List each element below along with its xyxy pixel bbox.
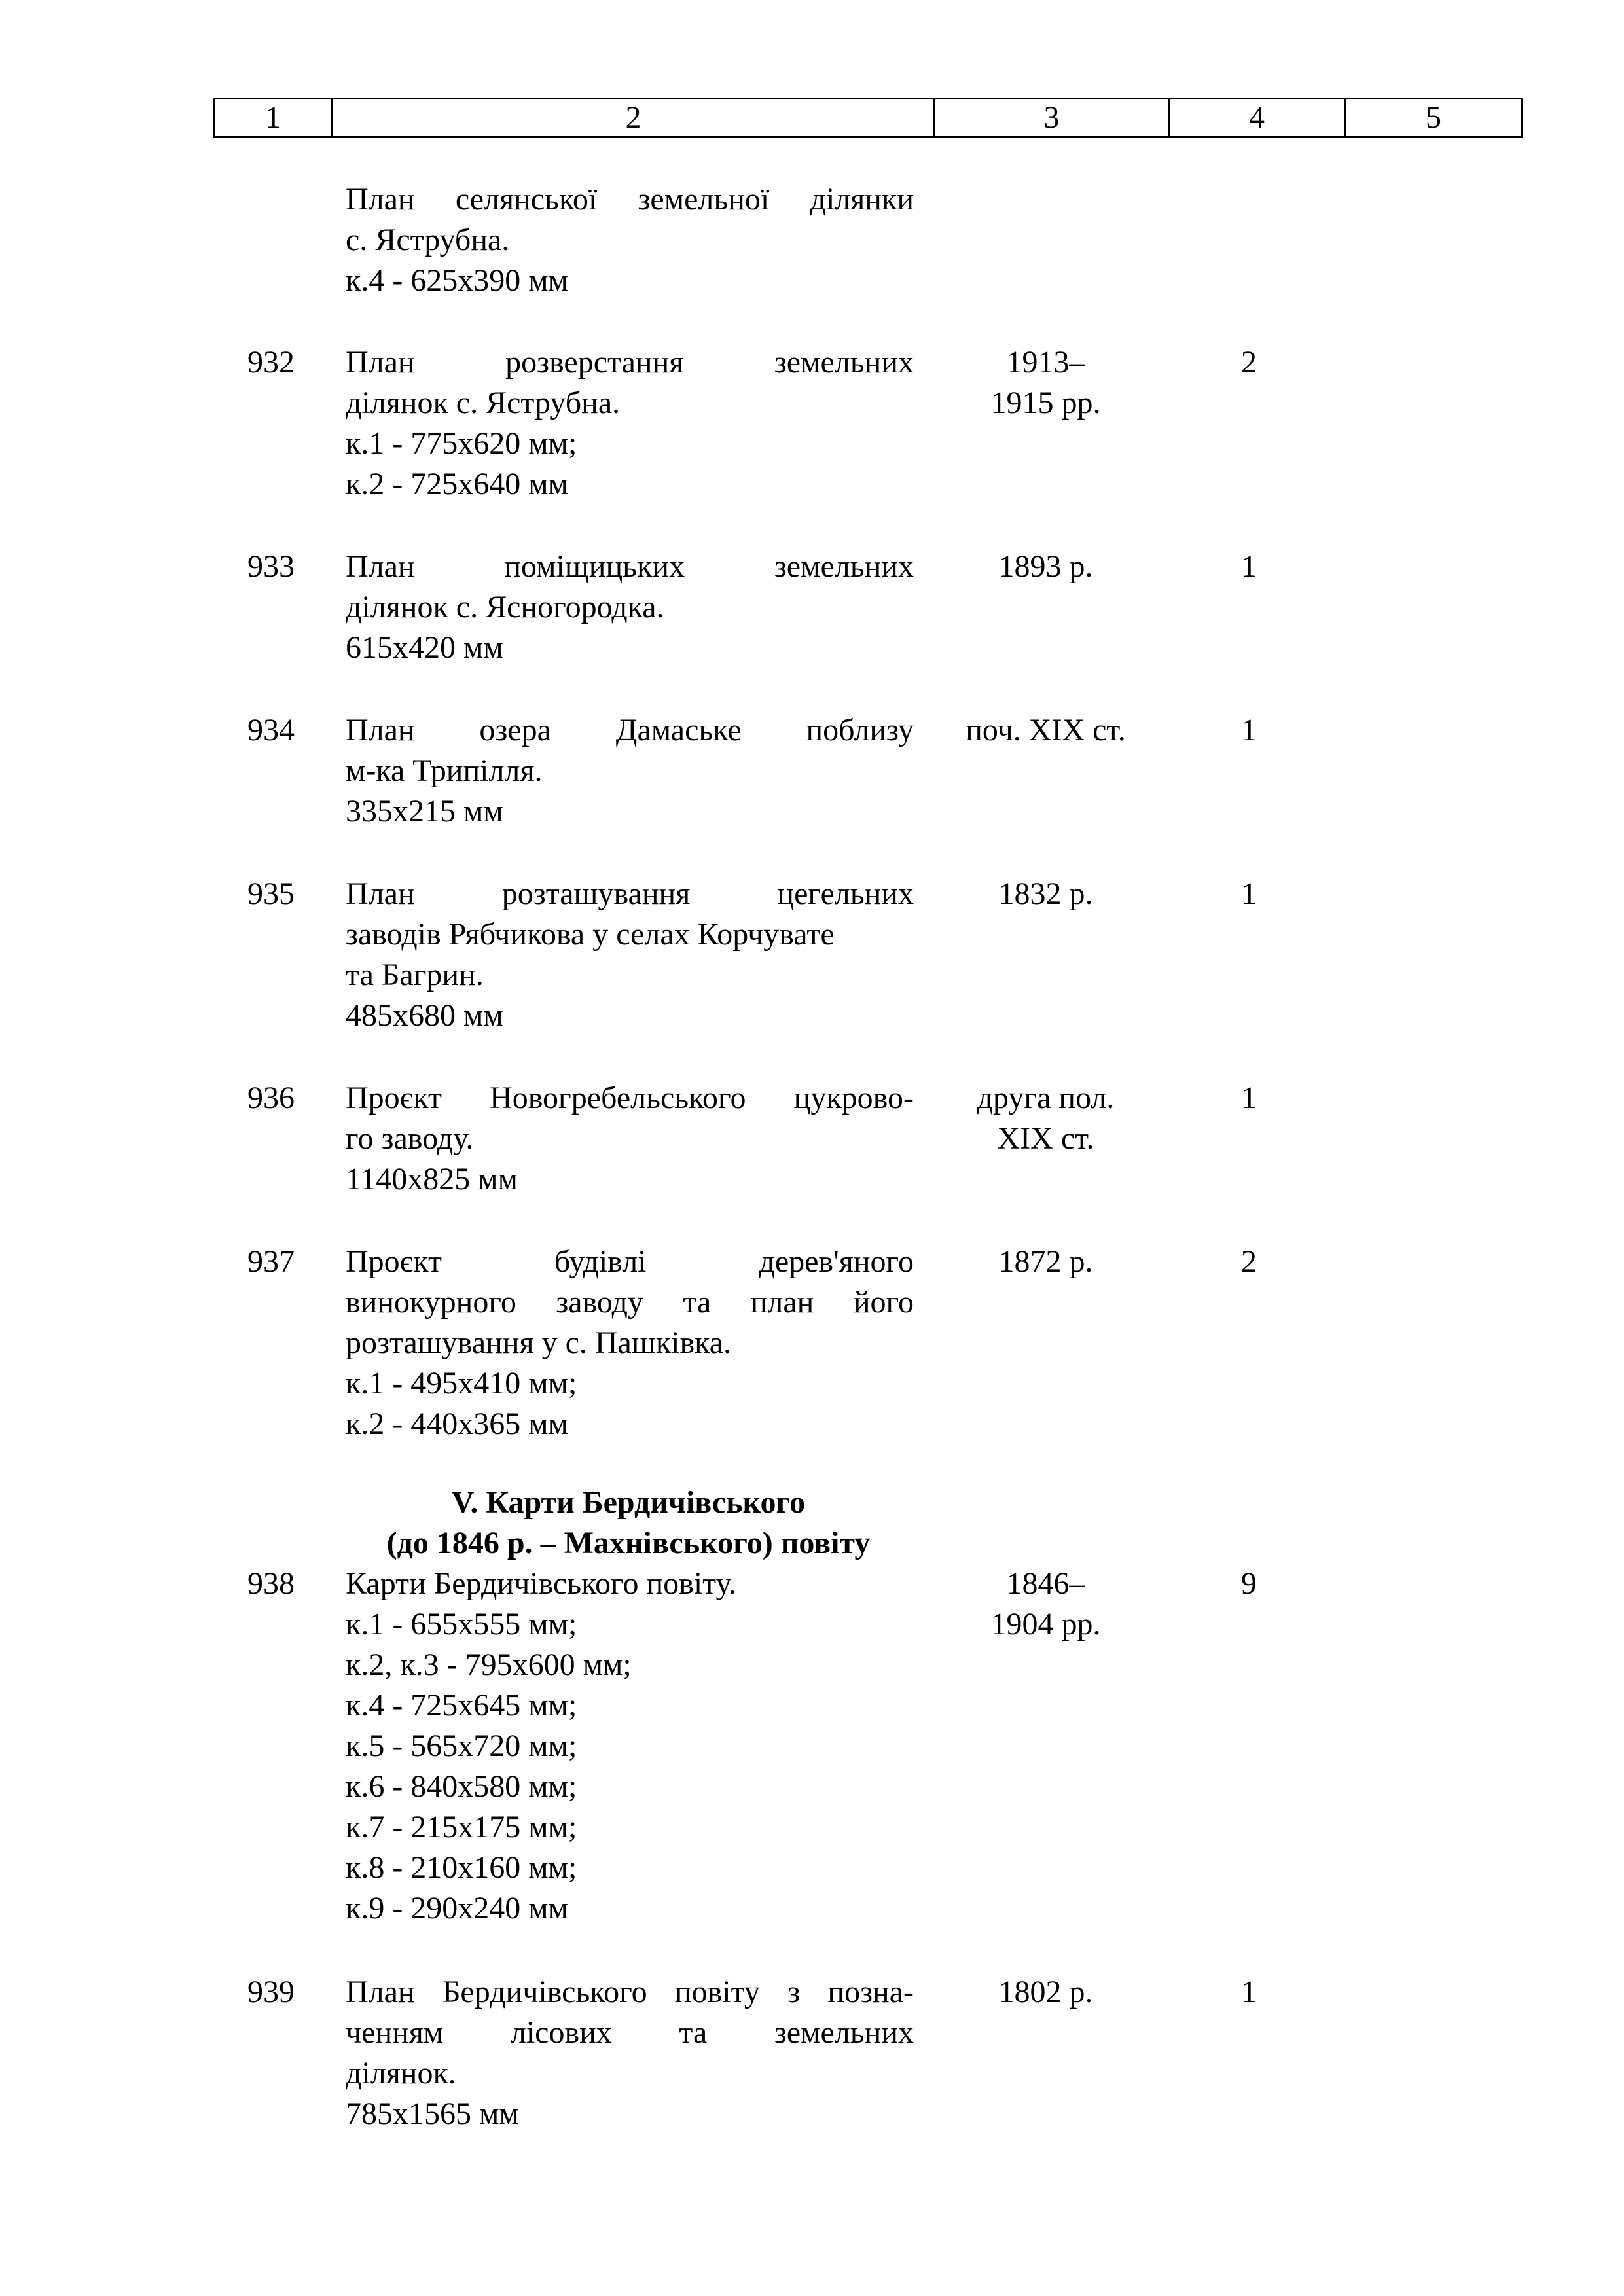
section-title-line-2: (до 1846 р. – Махнівського) повіту — [386, 1526, 871, 1560]
entry-number: 937 — [247, 1244, 295, 1279]
description-line: 485х680 мм — [346, 998, 503, 1033]
description-line: Проєкт будівлі дерев'яного — [346, 1244, 914, 1279]
entry-description — [346, 1242, 914, 1444]
date-line: 1872 р. — [998, 1244, 1093, 1279]
description-line: 335х215 мм — [346, 794, 503, 829]
date-line: 1893 р. — [998, 549, 1093, 584]
date-line: друга пол. — [977, 1081, 1115, 1115]
description-line: к.2 - 440х365 мм — [346, 1407, 569, 1441]
entry-quantity: 2 — [1241, 1244, 1257, 1279]
description-line: План Бердичівського повіту з позна- — [346, 1975, 914, 2009]
date-line: 1913– — [1006, 345, 1085, 380]
date-line: 1904 рр. — [990, 1607, 1101, 1641]
date-line: ХІХ ст. — [997, 1121, 1094, 1156]
description-line: к.1 - 495х410 мм; — [346, 1366, 577, 1401]
description-line: План поміщицьких земельних — [346, 549, 914, 584]
entry-date — [929, 342, 1162, 423]
entry-date — [929, 1564, 1162, 1645]
column-header-5: 5 — [1345, 99, 1523, 137]
entry-number: 939 — [247, 1975, 295, 2009]
description-line: 785х1565 мм — [346, 2096, 519, 2131]
description-line: к.5 - 565х720 мм; — [346, 1729, 577, 1763]
entry-description — [346, 547, 914, 668]
column-header-2: 2 — [333, 99, 935, 137]
description-line: розташування у с. Пашківка. — [346, 1325, 732, 1360]
description-line: к.2, к.3 - 795х600 мм; — [346, 1647, 632, 1682]
description-line: к.9 - 290х240 мм — [346, 1891, 569, 1926]
section-title-line-1: V. Карти Бердичівського — [451, 1485, 806, 1520]
entry-description — [346, 342, 914, 505]
entry-date — [929, 874, 1162, 914]
entry-number: 938 — [247, 1566, 295, 1601]
entry-quantity: 1 — [1241, 1081, 1257, 1115]
entry-number: 932 — [247, 345, 295, 380]
entry-description — [346, 1972, 914, 2134]
description-line: к.8 - 210х160 мм; — [346, 1850, 577, 1885]
entry-date — [929, 1242, 1162, 1282]
description-line: ченням лісових та земельних — [346, 2015, 914, 2050]
date-line: 1832 р. — [998, 876, 1093, 911]
entry-date — [929, 1972, 1162, 2013]
description-line: ділянок с. Ясногородка. — [346, 590, 664, 624]
description-line: к.7 - 215х175 мм; — [346, 1810, 577, 1844]
description-line: го заводу. — [346, 1121, 474, 1156]
description-line: 615х420 мм — [346, 630, 503, 665]
date-line: 1802 р. — [998, 1975, 1093, 2009]
column-header-4: 4 — [1169, 99, 1345, 137]
entry-quantity: 1 — [1241, 1975, 1257, 2009]
description-line: с. Яструбна. — [346, 223, 510, 257]
entry-date — [929, 710, 1162, 751]
entry-number: 934 — [247, 713, 295, 747]
description-line: к.1 - 775х620 мм; — [346, 426, 577, 461]
entry-description — [346, 1078, 914, 1200]
description-line: к.1 - 655х555 мм; — [346, 1607, 577, 1641]
description-line: та Багрин. — [346, 958, 484, 992]
column-header-1: 1 — [214, 99, 333, 137]
entry-description — [346, 179, 914, 301]
description-line: ділянок с. Яструбна. — [346, 386, 621, 420]
description-line: Карти Бердичівського повіту. — [346, 1566, 736, 1601]
entry-quantity: 9 — [1241, 1566, 1257, 1601]
entry-date — [929, 1078, 1162, 1159]
entry-quantity: 1 — [1241, 876, 1257, 911]
date-line: 1846– — [1006, 1566, 1085, 1601]
column-header-table — [213, 98, 1523, 138]
date-line: поч. ХІХ ст. — [965, 713, 1126, 747]
entry-quantity: 1 — [1241, 549, 1257, 584]
date-line: 1915 рр. — [990, 386, 1101, 420]
entry-description — [346, 710, 914, 832]
entry-number: 935 — [247, 876, 295, 911]
entry-quantity: 2 — [1241, 345, 1257, 380]
entry-description — [346, 1564, 914, 1929]
description-line: к.4 - 725х645 мм; — [346, 1688, 577, 1723]
description-line: План озера Дамаське поблизу — [346, 713, 914, 747]
entry-date — [929, 547, 1162, 587]
description-line: винокурного заводу та план його — [346, 1285, 914, 1319]
entry-description — [346, 874, 914, 1036]
entry-number: 933 — [247, 549, 295, 584]
description-line: Проєкт Новогребельського цукрово- — [346, 1081, 914, 1115]
column-header-row — [214, 99, 1523, 137]
description-line: ділянок. — [346, 2056, 456, 2090]
description-line: План розташування цегельних — [346, 876, 914, 911]
description-line: м-ка Трипілля. — [346, 753, 543, 788]
description-line: 1140х825 мм — [346, 1162, 518, 1196]
description-line: План розверстання земельних — [346, 345, 914, 380]
section-heading — [327, 1482, 929, 1564]
description-line: заводів Рябчикова у селах Корчувате — [346, 917, 835, 952]
entry-quantity: 1 — [1241, 713, 1257, 747]
description-line: к.6 - 840х580 мм; — [346, 1769, 577, 1804]
description-line: План селянської земельної ділянки — [346, 182, 914, 217]
column-header-3: 3 — [935, 99, 1169, 137]
description-line: к.4 - 625х390 мм — [346, 263, 569, 298]
entry-number: 936 — [247, 1081, 295, 1115]
description-line: к.2 - 725х640 мм — [346, 467, 569, 501]
